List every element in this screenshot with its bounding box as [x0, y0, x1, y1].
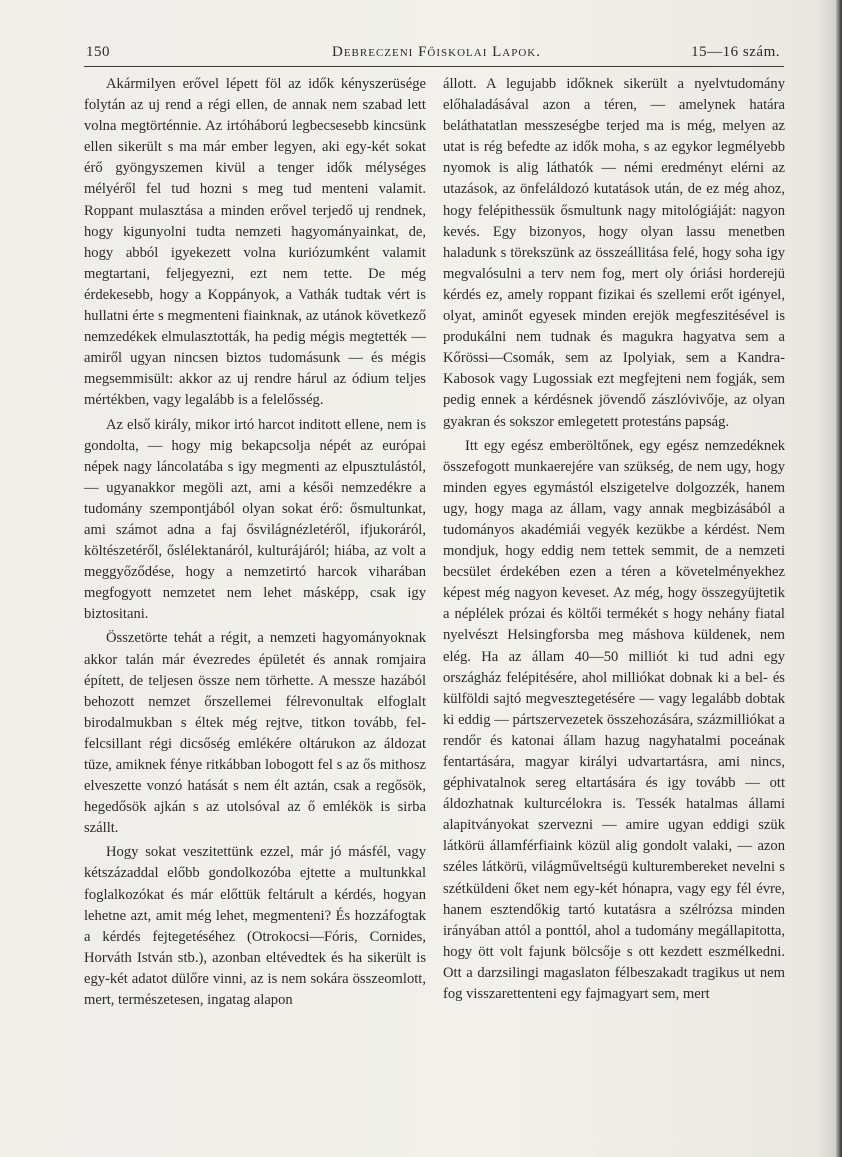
paragraph: Az első király, mikor irtó harcot inditott ellene, nem is gondolta, — hogy mig bekapcsolja népét az európai népek nagy láncolatába s igy megmenti az elpusztulástól, — ugyanakkor megöli azt, ami a késői nemzedékre a tudomány szempontjából olyan sokat érő: ősmultunkat, ami számot adna a faj ősvilágnézletéről, ifjukoráról, költészetéről, őslélektanáról, kulturájáról; hiába, az volt a meggyőződése, hogy a nemzetirtó harcok viharában megfogyott nemzetet nem lehet másképp, csak igy biztositani. [84, 416, 426, 623]
paragraph: Akármilyen erővel lépett föl az idők kényszerüsége folytán az uj rend a régi ellen, de annak nem szabad lett volna megtörténnie. Az irtóháború legbecsesebb kincsünk ellen sikerült s ma már ember legyen, aki egy-két sokat érő gyöngyszemen kivül a tenger idők mélységes mélyéről fel tud hozni s meg tud menteni valamit. Roppant mulasztása a minden erővel terjedő uj rendnek, hogy kigunyolni tudta nemzeti hagyományainkat, de, hogy abból igyekezett volna kuriózumként valamit megtartani, feljegyezni, ezt nem tette. De még érdekesebb, hogy a Koppányok, a Vathák tudtak vért is hullatni érte s megmenteni fiainknak, az utánok következő nemzedékek elmulasztották, ha pedig mégis megtették — amiről ugyan nincsen biztos tudomásunk — és mégis megsemmisült: akkor az uj rendre hárul az ódium teljes mértékben, vagy legalább is a felelősség. [84, 76, 426, 409]
page-edge-shadow [836, 0, 842, 1157]
paragraph: Itt egy egész emberöltőnek, egy egész nemzedéknek összefogott munkaerejére van szükség, de nem ugy, hogy minden egyes egymástól elszigetelve dolgozzék, hanem ugy, hogy maga az állam, vagy annak megbizásából a tudományos akadémiái vegyék kezükbe a kérdést. Nem mondjuk, hogy eddig nem tettek semmit, de a nemzeti becsület érdekében ezen a téren a követelményekhez képest még nagyon keveset. Az még, hogy összegyüjtetik a néplélek prózai és költői termékét s hogy nehány fiatal nyelvészt Helsingforsba meg máshova küldenek, nem elég. Ha az állam 40—50 milliót ki tud adni egy országház felépitésére, ahol milliókat dobnak ki a bel- és külföldi sajtó megvesztegetésére — vagy legalább dobtak ki eddig — pártszervezetek összehozására, százmilliókat a rendőr és katonai állam hazug nagyhatalmi poceának fentartására, magyar királyi udvartartásra, ami nincs, géphivatalnok sereg eltartására és igy tovább — ott áldozhatnak kulturcélokra is. Tessék hatalmas állami alapitványokat szervezni — amire ugyan eddigi szük látkörü államférfiaink közül alig gondolt valaki, — azon széles látkörü, világműveltségü kulturembereket nevelni s szétküldeni őket nem egy-két hónapra, vagy egy fél évre, hanem esztendőkig tartó kutatásra a szélrózsa minden irányában attól a ponttól, ahol a tudomány megállapitotta, hogy ött volt fajunk bölcsője s ott kezdett eszmélkedni. Ott a darzsilingi magaslaton félbeszakadt tragikus ut nem fog visszarettenteni egy fajmagyart sem, mert [443, 437, 785, 1003]
paragraph: Összetörte tehát a régit, a nemzeti hagyományoknak akkor talán már évezredes épületét és annak romjaira épített, de teljesen össze nem törhette. A messze hazából behozott nemzet őrszellemei félrevonultak elfoglalt birodalmukban s éltek még rejtve, titkon tovább, fel-felcsillant régi dicsőség emlékére oltárukon az áldozat tüze, amiknek fénye ritkábban lobogott fel s az ős mithosz elveszette vonzó hatását s nem élt aztán, csak a regősök, hegedősök ajkán s az utolsóval az ő emlékök is sirba szállt. [84, 630, 426, 837]
header-rule [84, 66, 784, 67]
journal-title: Debreczeni Főiskolai Lapok. [332, 44, 541, 60]
issue-number: 15—16 szám. [691, 44, 780, 60]
left-column [84, 74, 426, 1011]
right-column [443, 74, 785, 1005]
paragraph: Hogy sokat veszitettünk ezzel, már jó másfél, vagy kétszázaddal előbb gondolkozóba ejtette a multunkkal foglalkozókat és már előttük feltárult a kérdés, hogyan lehetne azt, amit még lehet, megmenteni? És hozzáfogtak a kérdés fejtegetéséhez (Otrokocsi—Fóris, Cornides, Horváth István stb.), azonban eltévedtek és ha sikerült is egy-két adatot dülőre vinni, az is nem sokára összeomlott, mert, természetesen, ingatag alapon [84, 844, 426, 1009]
page-number: 150 [86, 44, 110, 60]
paragraph: állott. A legujabb időknek sikerült a nyelvtudomány előhaladásával azon a téren, — amelynek határa beláthatatlan messzeségbe terjed ma is még, melyen az utat is rég befedte az idők moha, s az egykor legmélyebb nyomok is alig láthatók — némi eredményt elérni az utazások, az önfeláldozó kutatások után, de ez még ahoz, hogy felépithessük ősmultunk nagy mitológiáját: nagyon kevés. Egy bizonyos, hogy olyan lassu menetben haladunk s törekszünk az összeállitása felé, hogy soha igy megvalósulni a terv nem fog, mert oly óriási horderejü kérdés ez, amely roppant fizikai és szellemi erőt igényel, olyat, aminőt egyesek minden erejök megfeszitésével is produkálni nem tudnak és magukra hagyatva sem a Kőrössi—Csomák, sem az Ipolyiak, sem a Kandra-Kabosok vagy Lugossiak ezt megfejteni nem fogják, sem pedig ennek a kérdésnek jövendő zászlóvivője, az olyan gyakran és sokszor emlegetett protestáns papság. [443, 76, 785, 430]
running-header [84, 44, 792, 66]
